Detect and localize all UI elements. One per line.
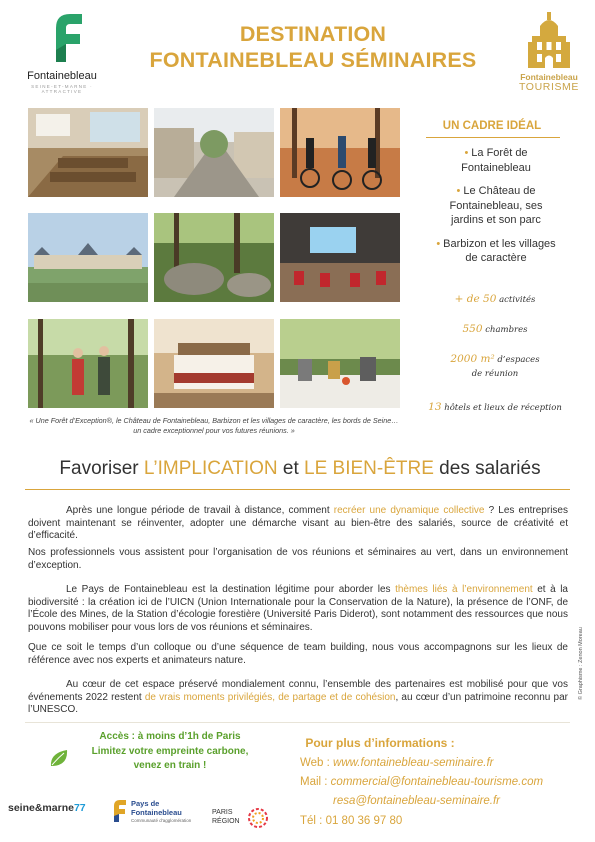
photo-outdoor-buffet	[280, 319, 400, 408]
title-line-1: DESTINATION	[239, 22, 387, 46]
photo-hotel-room	[154, 319, 274, 408]
mail-link-commercial[interactable]: commercial@fontainebleau-tourisme.com	[330, 776, 544, 788]
paragraph-environment: Le Pays de Fontainebleau est la destination légitime pour aborder les thèmes liés à l’environnement et à la biodiversité : la création ici de l’UICN (Union Internationale pour la Conservation de la Nature), la présence de l’ONF, de l’École des Mines, de la Station d’écologie forestière (Université Paris Diderot), sont notamment des ressources que nous pouvons mobiliser pour vous lors de vos réunions et séminaires.	[28, 584, 568, 633]
list-item: • Barbizon et les villages de caractère	[436, 237, 556, 264]
cadre-title: UN CADRE IDÉAL	[442, 120, 542, 132]
tourism-brand-label: TOURISME	[518, 81, 580, 93]
page-title	[118, 21, 508, 73]
tourism-brand-name: Fontainebleau	[520, 72, 578, 82]
info-title: Pour plus d’informations :	[305, 736, 455, 750]
bullet-icon: •	[464, 147, 469, 159]
cadre-list	[432, 146, 560, 275]
seine-et-marne-logo: seine&marne77	[8, 802, 86, 814]
brand-tagline: SEINE-ET-MARNE · ATTRACTIVE	[31, 84, 93, 94]
list-item: • Le Château de Fontainebleau, ses jardins et son parc	[449, 185, 543, 226]
web-link[interactable]: www.fontainebleau-seminaire.fr	[333, 757, 494, 769]
paragraph-team-building: Que ce soit le temps d’un colloque ou d’une séquence de team building, nous vous accompagnons sur les lieux de référence avec nos experts et animateurs nature.	[28, 642, 568, 666]
pays-fontainebleau-name: Pays de Fontainebleau	[131, 799, 182, 817]
graphic-credit: © Graphisme : Zenon Moreau	[578, 627, 584, 700]
web-line: Web : www.fontainebleau-seminaire.fr	[300, 757, 494, 769]
list-item: • La Forêt de Fontainebleau	[461, 147, 531, 174]
stat-rooms: 550 chambres	[462, 323, 528, 335]
paris-region-text-1: PARIS	[212, 809, 233, 816]
photo-forest-rocks	[154, 213, 274, 302]
chateau-icon	[526, 12, 572, 70]
paris-region-logo	[212, 802, 272, 832]
photos-caption: « Une Forêt d’Exception®, le Château de Fontainebleau, Barbizon et les villages de caractère, les bords de Seine… un cadre exceptionnel pour vos futures réunions. »	[29, 416, 399, 435]
title-line-2: FONTAINEBLEAU SÉMINAIRES	[149, 48, 477, 72]
photo-forest-ebike	[280, 108, 400, 197]
mail-link-resa[interactable]: resa@fontainebleau-seminaire.fr	[333, 795, 501, 807]
bullet-icon: •	[436, 237, 441, 250]
section-divider	[25, 489, 570, 490]
photo-chateau	[28, 213, 148, 302]
tel-line: Tél : 01 80 36 97 80	[300, 815, 403, 827]
leaf-icon	[48, 747, 70, 769]
bottom-divider	[25, 722, 570, 723]
pays-fontainebleau-sub: Communauté d’agglomération	[131, 818, 192, 823]
access-info: Accès : à moins d’1h de Paris Limitez votre empreinte carbone, venez en train !	[91, 731, 249, 771]
mail-line: Mail : commercial@fontainebleau-tourisme.com	[300, 776, 544, 788]
bullet-icon: •	[456, 185, 461, 197]
photo-seminar-room	[280, 213, 400, 302]
brand-name: Fontainebleau	[27, 70, 97, 82]
section-heading: Favoriser L’IMPLICATION et LE BIEN-ÊTRE des salariés	[59, 458, 541, 479]
mail-line-2	[333, 795, 500, 807]
paragraph-intro: Après une longue période de travail à distance, comment recréer une dynamique collective ? Les entreprises doivent maintenant se réinventer, adopter une démarche visant au bien-être des salariés, source de créativité et d’efficacité.	[28, 505, 568, 542]
paragraph-assist: Nos professionnels vous assistent pour l’organisation de vos réunions et séminaires au vert, dans un environnement d’exception.	[28, 547, 568, 571]
photo-village-street	[154, 108, 274, 197]
photo-meeting-room	[28, 108, 148, 197]
stat-meeting-space: 2000 m² d’espaces de réunion	[450, 353, 540, 379]
phone-number[interactable]: 01 80 36 97 80	[325, 815, 403, 827]
fontainebleau-f-logo	[48, 10, 88, 62]
stat-activities: + de 50 activités	[454, 293, 536, 305]
paris-region-text-2: RÉGION	[212, 818, 240, 825]
paragraph-unesco: Au cœur de cet espace préservé mondialement connu, l’ensemble des partenaires est mobilisé pour que vos événements 2022 restent de vrais moments privilégiés, de partage et de cohésion, au cœur d’un patrimoine reconnu par l’UNESCO.	[28, 679, 568, 716]
photo-forest-walk	[28, 319, 148, 408]
stat-hotels: 13 hôtels et lieux de réception	[428, 401, 562, 413]
cadre-divider	[426, 137, 560, 138]
pays-fontainebleau-icon	[112, 800, 128, 822]
